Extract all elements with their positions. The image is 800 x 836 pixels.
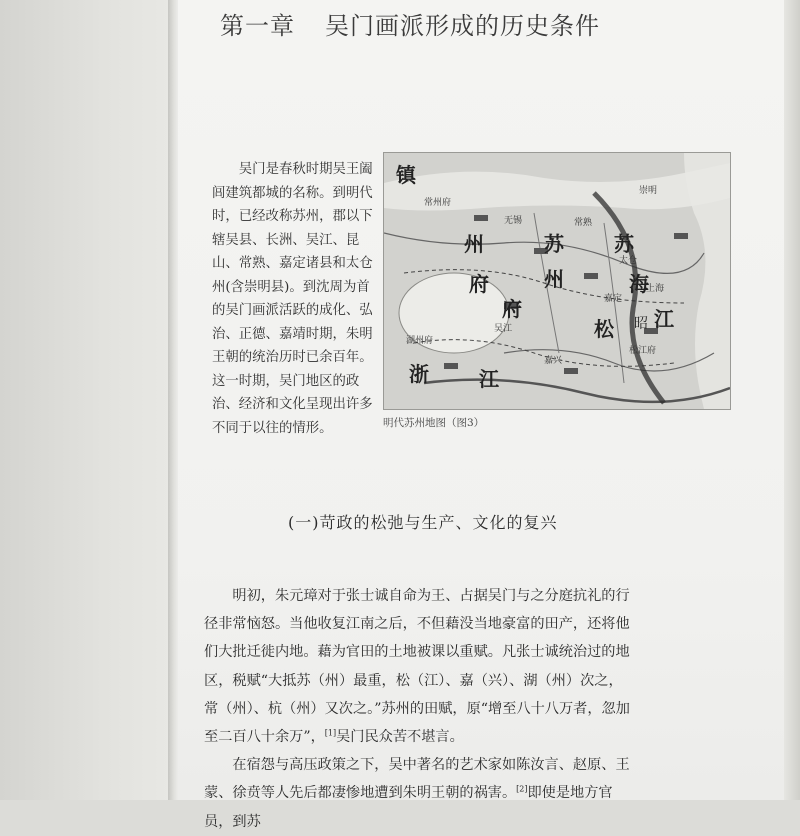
body-paragraph-2-tail: 即使是地方官员，到苏 [204, 785, 613, 830]
map-label-changzhou: 常州府 [424, 198, 452, 208]
map-label-wuxi: 无锡 [504, 216, 523, 226]
map-label-song: 松 [594, 317, 614, 341]
suzhou-map-figure [383, 152, 731, 410]
body-paragraph-1-text: 明初，朱元璋对于张士诚自命为王、占据吴门与之分庭抗礼的行径非常恼怒。当他收复江南之后，不但藉没当地豪富的田产，还将他们大批迁徙内地。藉为官田的土地被课以重赋。凡张士诚统治过的地区，税赋“大抵苏（州）最重，松（江）、嘉（兴）、湖（州）次之，常（州）、杭（州）又次之。”苏州的田赋，原“增至八十八万者，忽加至二百八十余万”， [204, 588, 630, 746]
body-paragraph-2-text: 在宿怨与高压政策之下，吴中著名的艺术家如陈汝言、赵原、王蒙、徐贲等人先后都凄惨地遭到朱明王朝的祸害。 [204, 757, 630, 802]
map-caption: 明代苏州地图（图3） [383, 417, 485, 429]
map-label-taicang: 太仓 [619, 256, 638, 266]
map-label-zhao: 昭 [634, 316, 648, 332]
map-label-jiang2: 江 [479, 367, 499, 391]
map-label-hai: 海 [629, 272, 649, 296]
map-label-jiang: 江 [654, 307, 674, 331]
map-label-zhen: 镇 [396, 163, 416, 187]
map-label-jiading: 嘉定 [604, 294, 623, 304]
map-label-zhou2: 州 [544, 267, 564, 291]
map-label-wujiang: 吴江 [494, 324, 513, 334]
map-label-fu2: 府 [502, 297, 522, 321]
section-heading: (一)苛政的松弛与生产、文化的复兴 [288, 513, 558, 532]
map-label-changshu: 常熟 [574, 218, 593, 228]
intro-text: 吴门是春秋时期吴王阖闾建筑都城的名称。到明代时，已经改称苏州，郡以下辖吴县、长洲、吴江、昆山、常熟、嘉定诸县和太仓州(含崇明县)。到沈周为首的吴门画派活跃的成化、弘治、正德、嘉靖时期，朱明王朝的统治历时已余百年。这一时期，吴门地区的政治、经济和文化呈现出许多不同于以往的情形。 [212, 162, 373, 436]
map-label-huzhou: 湖州府 [406, 336, 434, 346]
page-edge [784, 0, 800, 800]
body-text [204, 582, 634, 836]
map-label-songjiang: 松江府 [629, 346, 657, 356]
footnote-marker-2: [2] [516, 784, 528, 794]
map-label-zhou: 州 [464, 232, 484, 256]
book-spine [168, 0, 178, 800]
chapter-number: 第一章 [220, 12, 295, 40]
chapter-name: 吴门画派形成的历史条件 [325, 12, 600, 40]
map-label-shanghai: 上海 [646, 284, 665, 294]
map-label-chongming: 崇明 [639, 186, 658, 196]
left-page-edge [0, 0, 172, 800]
map-label-fu1: 府 [469, 272, 489, 296]
map-label-zhe: 浙 [409, 362, 429, 386]
map-label-su2: 苏 [614, 232, 634, 256]
body-paragraph-2 [204, 751, 634, 836]
body-paragraph-1 [204, 582, 634, 751]
body-paragraph-1-tail: 吴门民众苦不堪言。 [336, 729, 464, 746]
footnote-marker-1: [1] [324, 728, 337, 738]
intro-paragraph [212, 158, 377, 440]
map-label-jiaxing: 嘉兴 [544, 356, 563, 366]
chapter-title [220, 6, 600, 41]
map-label-su: 苏 [544, 232, 564, 256]
